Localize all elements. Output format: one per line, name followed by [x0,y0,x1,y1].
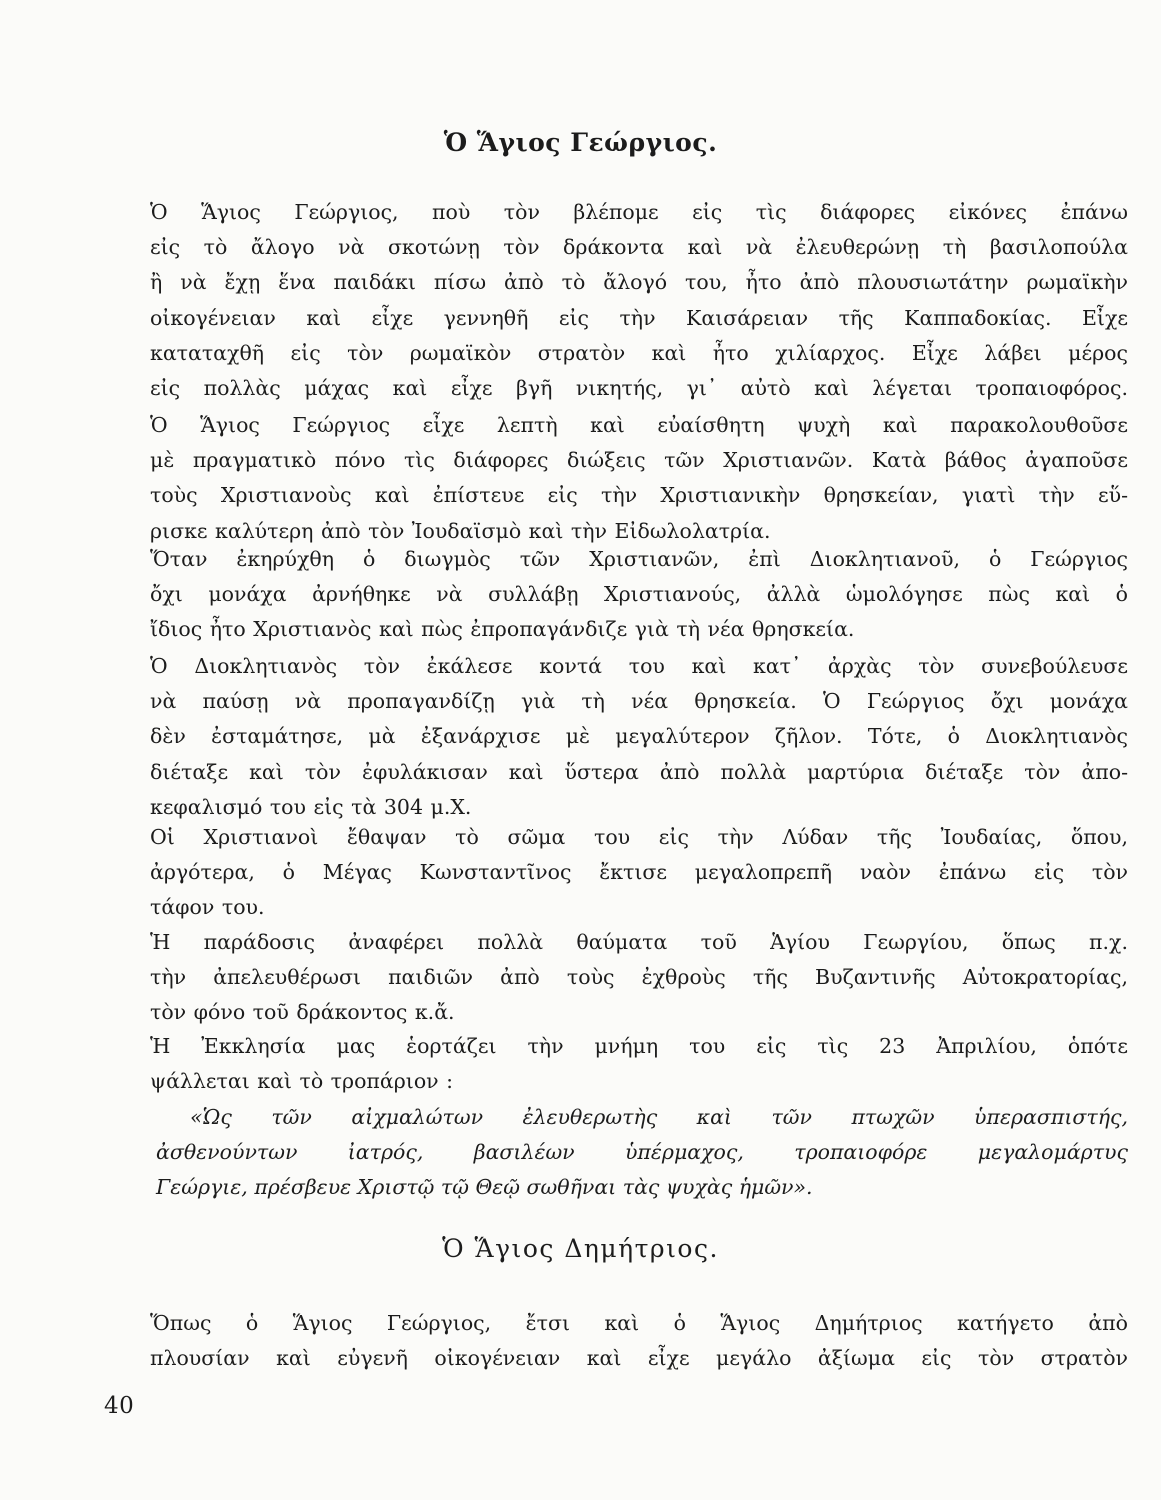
text-line: τὸν φόνο τοῦ δράκοντος κ.ἄ. [150,1000,455,1025]
hymn-line: Γεώργιε, πρέσβευε Χριστῷ τῷ Θεῷ σωθῆναι τὰς ψυχὰς ἡμῶν». [156,1175,813,1200]
text-line: νὰ παύσῃ νὰ προπαγανδίζῃ γιὰ τὴ νέα θρησκεία. Ὁ Γεώργιος ὄχι μονάχα [150,689,1128,714]
text-line: τάφον του. [150,895,265,920]
text-line: καταταχθῆ εἰς τὸν ρωμαϊκὸν στρατὸν καὶ ἦτο χιλίαρχος. Εἶχε λάβει μέρος [150,340,1128,365]
text-line: Ἡ παράδοσις ἀναφέρει πολλὰ θαύματα τοῦ Ἁγίου Γεωργίου, ὅπως π.χ. [150,930,1128,954]
hymn-line: ἀσθενούντων ἰατρός, βασιλέων ὑπέρμαχος, τροπαιοφόρε μεγαλομάρτυς [156,1140,1128,1165]
text-line: Ὁ Ἅγιος Γεώργιος εἶχε λεπτὴ καὶ εὐαίσθητη ψυχὴ καὶ παρακολουθοῦσε [150,413,1128,437]
text-line: εἰς πολλὰς μάχας καὶ εἶχε βγῆ νικητής, γι᾿ αὐτὸ καὶ λέγεται τροπαιοφόρος. [150,376,1128,401]
text-line: ὄχι μονάχα ἀρνήθηκε νὰ συλλάβῃ Χριστιανούς, ἀλλὰ ὡμολόγησε πὼς καὶ ὁ [150,582,1128,607]
text-line: μὲ πραγματικὸ πόνο τὶς διάφορες διώξεις τῶν Χριστιανῶν. Κατὰ βάθος ἀγαποῦσε [150,448,1128,473]
text-line: Οἱ Χριστιανοὶ ἔθαψαν τὸ σῶμα του εἰς τὴν Λύδαν τῆς Ἰουδαίας, ὅπου, [150,825,1128,849]
text-line: τοὺς Χριστιανοὺς καὶ ἐπίστευε εἰς τὴν Χριστιανικὴν θρησκείαν, γιατὶ τὴν εὕ- [150,483,1128,508]
text-line: Ὅπως ὁ Ἅγιος Γεώργιος, ἔτσι καὶ ὁ Ἅγιος Δημήτριος κατήγετο ἀπὸ [150,1311,1128,1335]
text-line: ρισκε καλύτερη ἀπὸ τὸν Ἰουδαϊσμὸ καὶ τὴν Εἰδωλολατρία. [150,518,771,543]
text-line: ψάλλεται καὶ τὸ τροπάριον : [150,1069,454,1094]
paragraph-6 [106,925,1128,1031]
hymn-line: «Ὡς τῶν αἰχμαλώτων ἐλευθερωτὴς καὶ τῶν πτωχῶν ὑπερασπιστής, [190,1105,1128,1129]
page-number: 40 [104,1393,135,1419]
text-line: πλουσίαν καὶ εὐγενῆ οἰκογένειαν καὶ εἶχε μεγάλο ἀξίωμα εἰς τὸν στρατὸν [150,1346,1128,1371]
section-title-saint-demetrius: Ὁ Ἅγιος Δημήτριος. [442,1234,719,1263]
paragraph-5 [106,820,1128,926]
text-line: οἰκογένειαν καὶ εἶχε γεννηθῆ εἰς τὴν Καισάρειαν τῆς Καππαδοκίας. Εἶχε [150,305,1128,330]
text-line: κεφαλισμό του εἰς τὰ 304 μ.Χ. [150,794,472,819]
text-line: τὴν ἀπελευθέρωσι παιδιῶν ἀπὸ τοὺς ἐχθροὺς τῆς Βυζαντινῆς Αὐτοκρατορίας, [150,965,1128,990]
section-title-saint-george: Ὁ Ἅγιος Γεώργιος. [443,128,718,157]
text-line: εἰς τὸ ἄλογο νὰ σκοτώνῃ τὸν δράκοντα καὶ νὰ ἐλευθερώνῃ τὴ βασιλοπούλα [150,235,1128,260]
paragraph-4 [106,649,1128,825]
text-line: δὲν ἐσταμάτησε, μὰ ἐξανάρχισε μὲ μεγαλύτερον ζῆλον. Τότε, ὁ Διοκλητιανὸς [150,724,1128,749]
paragraph-1 [106,195,1128,406]
text-line: Ὁ Ἅγιος Γεώργιος, ποὺ τὸν βλέπομε εἰς τὶς διάφορες εἰκόνες ἐπάνω [150,200,1128,224]
paragraph-7 [106,1029,1128,1099]
text-line: ἢ νὰ ἔχῃ ἕνα παιδάκι πίσω ἀπὸ τὸ ἄλογό του, ἦτο ἀπὸ πλουσιωτάτην ρωμαϊκὴν [150,270,1128,295]
text-line: διέταξε καὶ τὸν ἐφυλάκισαν καὶ ὕστερα ἀπὸ πολλὰ μαρτύρια διέταξε τὸν ἀπο- [150,759,1128,784]
paragraph-9 [106,1306,1128,1376]
text-line: ἴδιος ἦτο Χριστιανὸς καὶ πὼς ἐπροπαγάνδιζε γιὰ τὴ νέα θρησκεία. [150,617,855,642]
text-line: Ὅταν ἐκηρύχθη ὁ διωγμὸς τῶν Χριστιανῶν, ἐπὶ Διοκλητιανοῦ, ὁ Γεώργιος [150,547,1128,571]
text-line: Ὁ Διοκλητιανὸς τὸν ἐκάλεσε κοντά του καὶ κατ᾿ ἀρχὰς τὸν συνεβούλευσε [150,654,1128,678]
paragraph-2 [106,408,1128,549]
hymn-quote [156,1100,1128,1206]
paragraph-3 [106,542,1128,648]
text-line: Ἡ Ἐκκλησία μας ἑορτάζει τὴν μνήμη του εἰς τὶς 23 Ἀπριλίου, ὁπότε [150,1034,1128,1058]
text-line: ἀργότερα, ὁ Μέγας Κωνσταντῖνος ἔκτισε μεγαλοπρεπῆ ναὸν ἐπάνω εἰς τὸν [150,860,1128,885]
